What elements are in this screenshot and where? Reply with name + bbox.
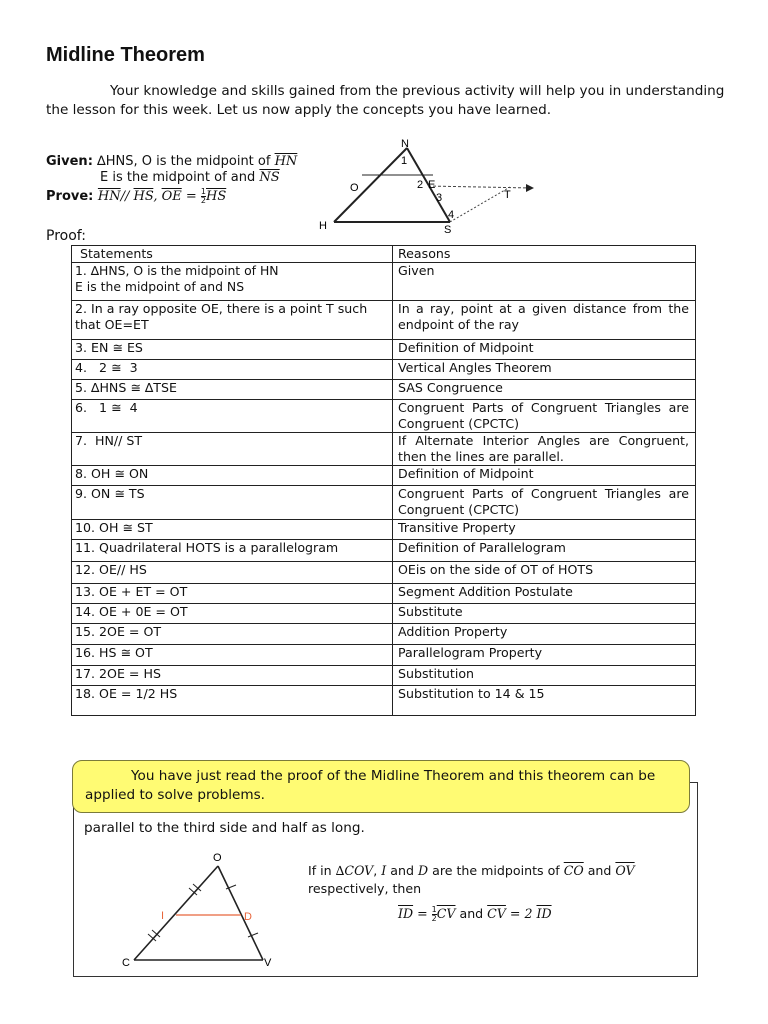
table-row bbox=[72, 584, 696, 604]
table-row bbox=[72, 604, 696, 624]
table-row bbox=[72, 486, 696, 520]
callout-note bbox=[72, 760, 690, 813]
statement-cell: 16. HS ≅ OT bbox=[72, 645, 393, 666]
statement-cell: 8. OH ≅ ON bbox=[72, 466, 393, 486]
table-row bbox=[72, 540, 696, 562]
ray-et bbox=[428, 186, 532, 188]
statement-cell: 15. 2OE = OT bbox=[72, 624, 393, 645]
label-o: O bbox=[213, 852, 222, 864]
point-i: I bbox=[381, 863, 387, 878]
table-row bbox=[72, 562, 696, 584]
side-co bbox=[134, 866, 218, 960]
reason-cell: Definition of Midpoint bbox=[393, 340, 696, 360]
formula-and: and bbox=[455, 906, 488, 921]
theorem-text: , bbox=[373, 863, 382, 878]
label-c: C bbox=[122, 957, 130, 969]
statement-cell: 7. HN// ST bbox=[72, 433, 393, 466]
table-row bbox=[72, 433, 696, 466]
statement-cell: 3. EN ≅ ES bbox=[72, 340, 393, 360]
table-row bbox=[72, 466, 696, 486]
statement-cell: 5. ∆HNS ≅ ∆TSE bbox=[72, 380, 393, 400]
statement-cell: 4. 2 ≅ 3 bbox=[72, 360, 393, 380]
given-line-2 bbox=[46, 170, 297, 186]
side-ov bbox=[218, 866, 263, 960]
header-statements: Statements bbox=[72, 246, 393, 263]
reason-cell: Addition Property bbox=[393, 624, 696, 645]
statement-cell: 2. In a ray opposite OE, there is a point T such that OE=ET bbox=[72, 301, 393, 340]
theorem-partial-line: parallel to the third side and half as long. bbox=[84, 820, 365, 836]
label-angle-2: 2 bbox=[417, 179, 424, 191]
label-v: V bbox=[264, 957, 272, 969]
ray-arrowhead-icon bbox=[526, 184, 534, 192]
label-s: S bbox=[444, 224, 452, 236]
theorem-statement bbox=[308, 862, 668, 898]
given-text-1: ∆HNS, O is the midpoint of bbox=[97, 154, 275, 169]
theorem-text: respectively, then bbox=[308, 881, 422, 896]
reason-cell: Substitute bbox=[393, 604, 696, 624]
frac-num: 1 bbox=[200, 187, 206, 196]
reason-cell: Definition of Midpoint bbox=[393, 466, 696, 486]
intro-paragraph bbox=[46, 82, 726, 120]
reason-cell: Definition of Parallelogram bbox=[393, 540, 696, 562]
segment-oe: $\overline{OE}$ bbox=[161, 189, 182, 204]
parallel-sign: // bbox=[120, 189, 134, 204]
given-label: Given bbox=[46, 154, 88, 169]
table-header-row bbox=[72, 246, 696, 263]
equals-sign: = bbox=[181, 189, 201, 204]
header-reasons: Reasons bbox=[393, 246, 696, 263]
label-n: N bbox=[401, 138, 409, 150]
callout-text: You have just read the proof of the Midline Theorem and this theorem can be applied to solve problems. bbox=[85, 768, 656, 803]
statement-cell bbox=[72, 263, 393, 301]
segment-co: $\overline{CO}$ bbox=[563, 863, 584, 878]
prove-label: Prove bbox=[46, 189, 89, 204]
statement-text: 1. ∆HNS, O is the midpoint of HN E is the midpoint of and NS bbox=[75, 263, 279, 294]
frac-den: 2 bbox=[200, 196, 206, 205]
theorem-text: If in bbox=[308, 863, 336, 878]
segment-id: $\overline{ID}$ bbox=[398, 906, 414, 921]
segment-cv: $\overline{CV}$ bbox=[436, 906, 456, 921]
label-angle-1: 1 bbox=[401, 155, 408, 167]
given-text-2: E is the midpoint of and bbox=[100, 170, 260, 185]
given-line-1: Given: ∆HNS, O is the midpoint of $\overline{HN}$ bbox=[46, 154, 298, 169]
reason-cell: Transitive Property bbox=[393, 520, 696, 540]
given-block bbox=[46, 154, 297, 205]
equals-sign: = bbox=[413, 906, 432, 921]
triangle-cov-figure bbox=[115, 848, 290, 970]
equals-two: = 2 bbox=[505, 906, 537, 921]
segment-hs-2: $\overline{HS}$ bbox=[206, 189, 227, 204]
statement-cell: 6. 1 ≅ 4 bbox=[72, 400, 393, 433]
table-row bbox=[72, 520, 696, 540]
label-d: D bbox=[244, 911, 252, 923]
triangle-hns-figure bbox=[310, 135, 560, 240]
label-e: E bbox=[428, 179, 436, 191]
segment-cv-2: $\overline{CV}$ bbox=[487, 906, 506, 921]
table-row bbox=[72, 263, 696, 301]
theorem-text: and bbox=[386, 863, 418, 878]
table-row bbox=[72, 380, 696, 400]
proof-table bbox=[71, 245, 696, 716]
statement-cell: 13. OE + ET = OT bbox=[72, 584, 393, 604]
table-row bbox=[72, 340, 696, 360]
segment-hn: $\overline{HN}$ bbox=[274, 154, 298, 169]
theorem-text: are the midpoints of bbox=[428, 863, 564, 878]
reason-cell: Substitution to 14 & 15 bbox=[393, 686, 696, 716]
intro-text: Your knowledge and skills gained from the previous activity will help you in understanding the lesson for this week. Let us now apply the concepts you have learned. bbox=[46, 83, 725, 118]
label-i: I bbox=[161, 910, 165, 922]
segment-hn-2: $\overline{HN}$ bbox=[97, 189, 121, 204]
segment-id-2: $\overline{ID}$ bbox=[536, 906, 552, 921]
table-row bbox=[72, 686, 696, 716]
page-title: Midline Theorem bbox=[46, 44, 205, 66]
table-row bbox=[72, 666, 696, 686]
prove-line: Prove: $\overline{HN}//$ $\overline{HS}$, $\overline{OE}$ = $\frac{1}{2}$ $\overline{HS}$ bbox=[46, 187, 227, 205]
segment-hs: $\overline{HS}$ bbox=[133, 189, 154, 204]
label-h: H bbox=[319, 220, 327, 232]
segment-ns: $\overline{NS}$ bbox=[259, 170, 280, 185]
label-angle-4: 4 bbox=[448, 209, 455, 221]
reason-cell: OEis on the side of OT of HOTS bbox=[393, 562, 696, 584]
proof-label: Proof: bbox=[46, 228, 86, 244]
reason-cell: Given bbox=[393, 263, 696, 301]
reason-cell: Segment Addition Postulate bbox=[393, 584, 696, 604]
reason-cell: Vertical Angles Theorem bbox=[393, 360, 696, 380]
statement-cell: 17. 2OE = HS bbox=[72, 666, 393, 686]
frac-num: 1 bbox=[431, 905, 437, 914]
theorem-text: and bbox=[583, 863, 616, 878]
theorem-formula bbox=[398, 906, 552, 923]
frac-den: 2 bbox=[431, 914, 437, 923]
statement-cell: 9. ON ≅ TS bbox=[72, 486, 393, 520]
statement-cell: 11. Quadrilateral HOTS is a parallelogram bbox=[72, 540, 393, 562]
segment-st bbox=[450, 187, 510, 222]
table-row bbox=[72, 360, 696, 380]
reason-cell: SAS Congruence bbox=[393, 380, 696, 400]
point-d: D bbox=[417, 863, 429, 878]
label-angle-3: 3 bbox=[436, 192, 443, 204]
statement-cell: 18. OE = 1/2 HS bbox=[72, 686, 393, 716]
reason-cell: In a ray, point at a given distance from the endpoint of the ray bbox=[393, 301, 696, 340]
reason-cell: Congruent Parts of Congruent Triangles are Congruent (CPCTC) bbox=[393, 486, 696, 520]
reason-cell: Substitution bbox=[393, 666, 696, 686]
triangle-cov: ∆COV bbox=[335, 863, 374, 878]
statement-cell: 10. OH ≅ ST bbox=[72, 520, 393, 540]
statement-cell: 14. OE + 0E = OT bbox=[72, 604, 393, 624]
label-o: O bbox=[350, 182, 359, 194]
reason-cell: Congruent Parts of Congruent Triangles are Congruent (CPCTC) bbox=[393, 400, 696, 433]
side-hn bbox=[334, 148, 407, 222]
label-t: T bbox=[504, 189, 511, 201]
table-row bbox=[72, 301, 696, 340]
reason-cell: Parallelogram Property bbox=[393, 645, 696, 666]
statement-cell: 12. OE// HS bbox=[72, 562, 393, 584]
table-row bbox=[72, 624, 696, 645]
segment-ov: $\overline{OV}$ bbox=[615, 863, 635, 878]
reason-cell: If Alternate Interior Angles are Congruent, then the lines are parallel. bbox=[393, 433, 696, 466]
table-row bbox=[72, 645, 696, 666]
table-row bbox=[72, 400, 696, 433]
